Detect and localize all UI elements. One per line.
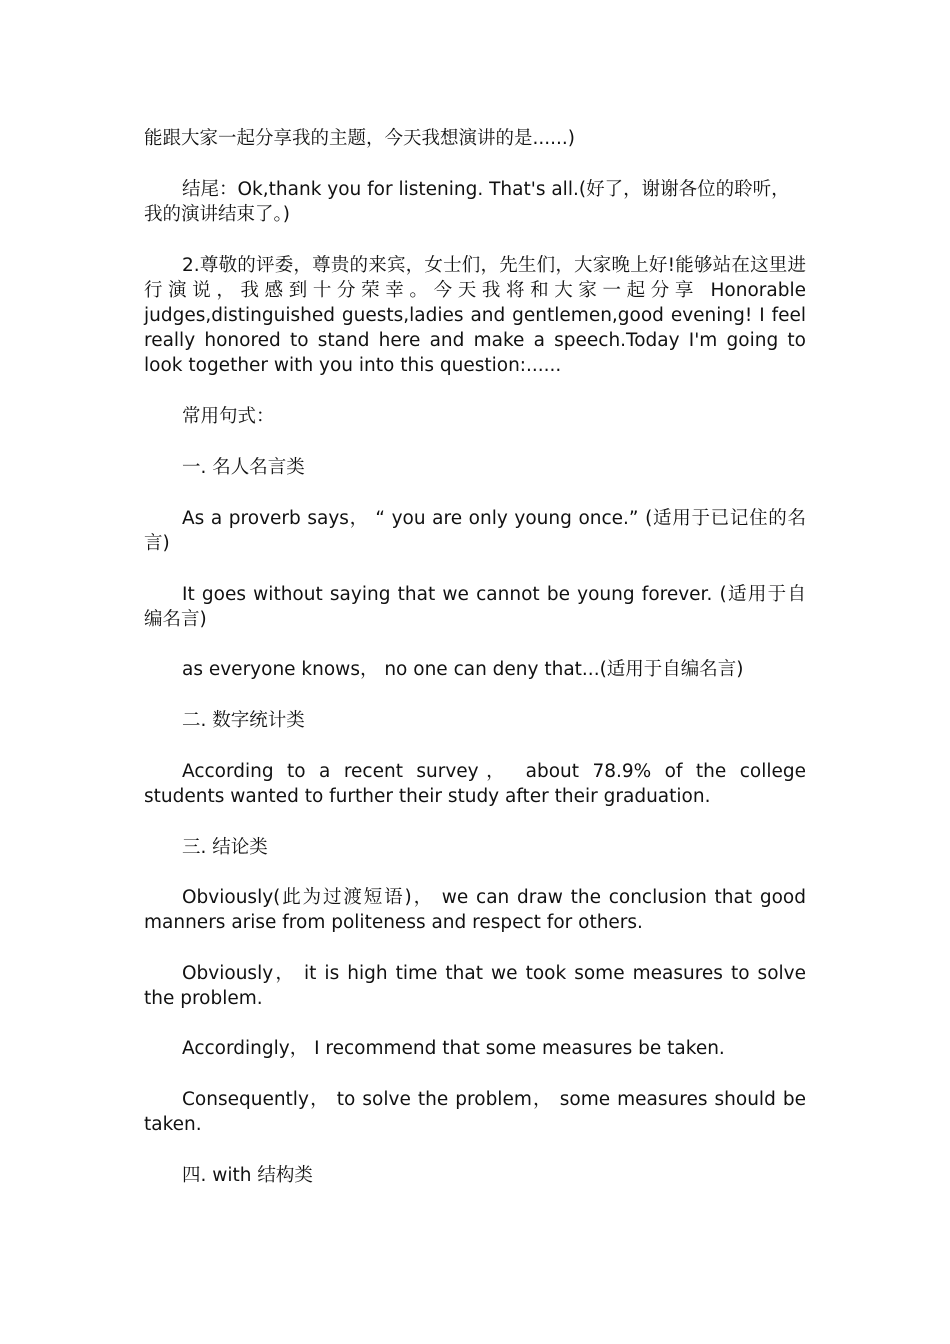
heading-statistics: 二. 数字统计类: [182, 710, 305, 731]
paragraph-obviously-conclusion: Obviously(此为过渡短语)， we can draw the conclusion that good manners arise from politeness and respect for others.: [144, 887, 806, 933]
paragraph-proverb: As a proverb says， “ you are only young once.” (适用于已记住的名言): [144, 508, 806, 554]
paragraph-obviously-measures: Obviously， it is high time that we took some measures to solve the problem.: [144, 963, 806, 1009]
paragraph-goes-without-saying: It goes without saying that we cannot be young forever. (适用于自编名言): [144, 584, 806, 630]
heading-with-structure: 四. with 结构类: [182, 1165, 313, 1186]
heading-common-patterns: 常用句式：: [182, 406, 275, 427]
paragraph-intro-continued: 能跟大家一起分享我的主题，今天我想演讲的是......): [144, 128, 576, 149]
paragraph-consequently: Consequently， to solve the problem， some measures should be taken.: [144, 1089, 806, 1135]
heading-conclusion: 三. 结论类: [182, 837, 268, 858]
heading-quotes: 一. 名人名言类: [182, 457, 305, 478]
paragraph-opening-2: 2.尊敬的评委，尊贵的来宾，女士们，先生们，大家晚上好!能够站在这里进行演说，我感到十分荣幸。今天我将和大家一起分享 Honorable judges,distinguished guests,ladies and gentlemen,good evening! I feel really honored to stand here and make a speech.Today I'm going to look together with you into this question:......: [144, 255, 806, 376]
paragraph-closing: 结尾：Ok,thank you for listening. That's all.(好了，谢谢各位的聆听，我的演讲结束了。): [144, 179, 790, 225]
paragraph-accordingly: Accordingly， I recommend that some measures be taken.: [182, 1038, 725, 1059]
paragraph-survey: According to a recent survey， about 78.9% of the college students wanted to further their study after their graduation.: [144, 761, 806, 807]
paragraph-everyone-knows: as everyone knows， no one can deny that...(适用于自编名言): [182, 659, 744, 680]
